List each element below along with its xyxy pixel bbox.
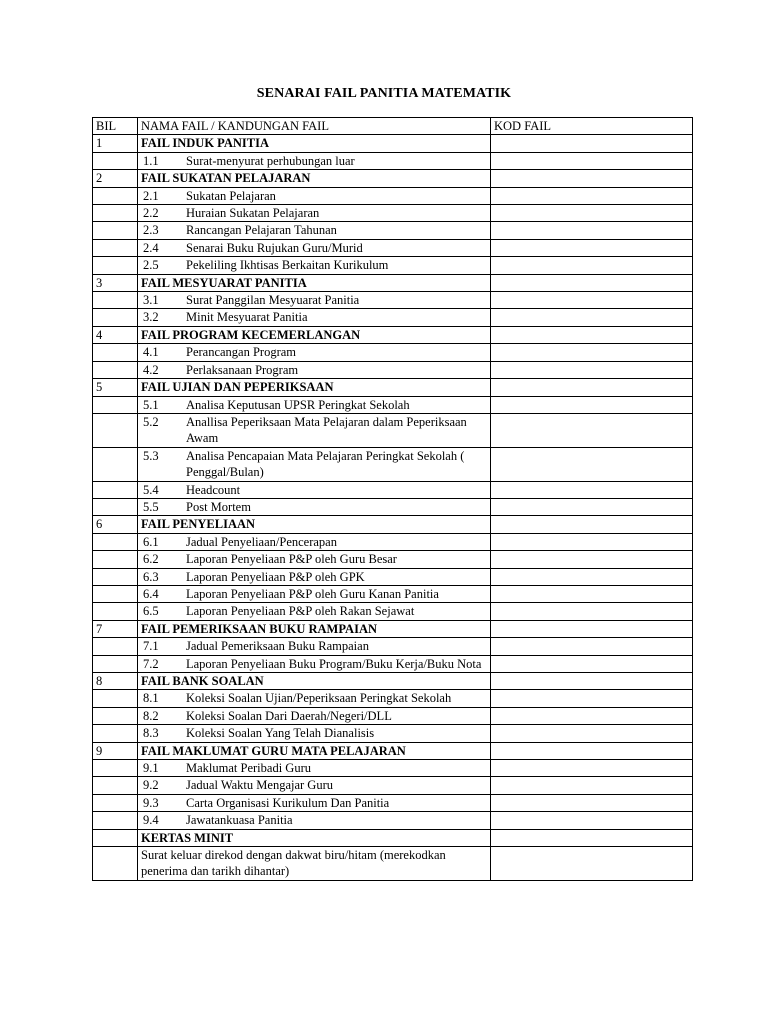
item-number: 9.2 <box>143 778 159 793</box>
section-title: FAIL BANK SOALAN <box>138 673 491 690</box>
file-item-row <box>93 603 693 620</box>
item-bil-cell <box>93 309 138 326</box>
item-bil-cell <box>93 361 138 378</box>
file-item <box>141 795 487 811</box>
section-title: FAIL PROGRAM KECEMERLANGAN <box>138 326 491 343</box>
kod-fail-cell <box>491 690 693 707</box>
kod-fail-cell <box>491 379 693 396</box>
item-text: Senarai Buku Rujukan Guru/Murid <box>186 240 363 255</box>
section-title: FAIL SUKATAN PELAJARAN <box>138 170 491 187</box>
item-number: 6.1 <box>143 534 159 549</box>
file-item <box>141 708 487 724</box>
kod-fail-cell <box>491 257 693 274</box>
file-item-row <box>93 760 693 777</box>
kod-fail-cell <box>491 239 693 256</box>
item-text: Perlaksanaan Program <box>186 362 299 377</box>
item-name-cell <box>138 239 491 256</box>
section-bil: 3 <box>93 274 138 291</box>
item-bil-cell <box>93 498 138 515</box>
kod-fail-cell <box>491 533 693 550</box>
item-name-cell <box>138 344 491 361</box>
file-item <box>141 222 487 238</box>
item-number: 2.5 <box>143 258 159 273</box>
file-item-row <box>93 292 693 309</box>
item-bil-cell <box>93 725 138 742</box>
file-item <box>141 638 487 654</box>
item-number: 4.1 <box>143 345 159 360</box>
kod-fail-cell <box>491 568 693 585</box>
file-item <box>141 760 487 776</box>
item-text: Huraian Sukatan Pelajaran <box>186 206 320 221</box>
item-name-cell <box>138 498 491 515</box>
item-number: 8.3 <box>143 726 159 741</box>
item-text: Surat Panggilan Mesyuarat Panitia <box>186 293 360 308</box>
kod-fail-cell <box>491 829 693 846</box>
item-bil-cell <box>93 205 138 222</box>
kod-fail-cell <box>491 222 693 239</box>
item-name-cell <box>138 812 491 829</box>
item-name-cell <box>138 309 491 326</box>
file-item-row <box>93 152 693 169</box>
kod-fail-cell <box>491 292 693 309</box>
item-bil-cell <box>93 239 138 256</box>
item-name-cell <box>138 222 491 239</box>
file-list-table <box>92 117 693 881</box>
section-row <box>93 516 693 533</box>
kod-fail-cell <box>491 205 693 222</box>
section-row <box>93 742 693 759</box>
section-row <box>93 379 693 396</box>
footer-bil-cell <box>93 829 138 846</box>
item-bil-cell <box>93 533 138 550</box>
item-name-cell <box>138 794 491 811</box>
file-item <box>141 205 487 221</box>
item-bil-cell <box>93 568 138 585</box>
kod-fail-cell <box>491 344 693 361</box>
item-text: Minit Mesyuarat Panitia <box>186 310 308 325</box>
item-text: Laporan Penyeliaan P&P oleh Guru Kanan Panitia <box>186 586 439 601</box>
kod-fail-cell <box>491 585 693 602</box>
section-title: FAIL MESYUARAT PANITIA <box>138 274 491 291</box>
item-name-cell <box>138 447 491 481</box>
item-name-cell <box>138 707 491 724</box>
file-item <box>141 690 487 706</box>
item-text: Surat-menyurat perhubungan luar <box>186 153 355 168</box>
item-bil-cell <box>93 603 138 620</box>
item-number: 9.1 <box>143 761 159 776</box>
footer-note-row <box>93 847 693 881</box>
file-item-row <box>93 655 693 672</box>
item-number: 2.1 <box>143 188 159 203</box>
item-bil-cell <box>93 551 138 568</box>
file-item <box>141 362 487 378</box>
file-item <box>141 725 487 741</box>
kod-fail-cell <box>491 361 693 378</box>
item-text: Anallisa Peperiksaan Mata Pelajaran dalam Peperiksaan Awam <box>186 414 467 446</box>
header-name: NAMA FAIL / KANDUNGAN FAIL <box>138 118 491 135</box>
item-text: Maklumat Peribadi Guru <box>186 761 311 776</box>
section-title: FAIL INDUK PANITIA <box>138 135 491 152</box>
file-item <box>141 569 487 585</box>
item-number: 6.5 <box>143 604 159 619</box>
file-item-row <box>93 725 693 742</box>
item-bil-cell <box>93 585 138 602</box>
file-item <box>141 499 487 515</box>
item-name-cell <box>138 690 491 707</box>
item-text: Koleksi Soalan Dari Daerah/Negeri/DLL <box>186 708 392 723</box>
file-item-row <box>93 205 693 222</box>
kod-fail-cell <box>491 551 693 568</box>
file-item <box>141 812 487 828</box>
kod-fail-cell <box>491 170 693 187</box>
file-item <box>141 482 487 498</box>
item-name-cell <box>138 481 491 498</box>
file-item <box>141 656 487 672</box>
item-number: 8.1 <box>143 691 159 706</box>
kod-fail-cell <box>491 516 693 533</box>
kod-fail-cell <box>491 777 693 794</box>
item-text: Rancangan Pelajaran Tahunan <box>186 223 337 238</box>
document-title: SENARAI FAIL PANITIA MATEMATIK <box>256 86 512 101</box>
item-name-cell <box>138 533 491 550</box>
item-name-cell <box>138 257 491 274</box>
file-item-row <box>93 396 693 413</box>
file-item <box>141 397 487 413</box>
file-item <box>141 344 487 360</box>
item-bil-cell <box>93 794 138 811</box>
section-row <box>93 170 693 187</box>
kod-fail-cell <box>491 498 693 515</box>
item-number: 5.1 <box>143 397 159 412</box>
file-item-row <box>93 222 693 239</box>
kod-fail-cell <box>491 603 693 620</box>
item-text: Carta Organisasi Kurikulum Dan Panitia <box>186 795 390 810</box>
kod-fail-cell <box>491 396 693 413</box>
item-bil-cell <box>93 447 138 481</box>
file-item <box>141 257 487 273</box>
item-text: Analisa Pencapaian Mata Pelajaran Peringkat Sekolah ( Penggal/Bulan) <box>186 448 465 480</box>
item-number: 5.5 <box>143 499 159 514</box>
item-number: 8.2 <box>143 708 159 723</box>
file-item-row <box>93 447 693 481</box>
kod-fail-cell <box>491 673 693 690</box>
item-bil-cell <box>93 152 138 169</box>
file-item <box>141 534 487 550</box>
file-item-row <box>93 794 693 811</box>
header-kod: KOD FAIL <box>491 118 693 135</box>
item-bil-cell <box>93 396 138 413</box>
item-number: 9.4 <box>143 813 159 828</box>
kod-fail-cell <box>491 413 693 447</box>
kertas-minit-note: Surat keluar direkod dengan dakwat biru/hitam (merekodkan penerima dan tarikh dihantar) <box>138 847 491 881</box>
file-item-row <box>93 498 693 515</box>
item-name-cell <box>138 205 491 222</box>
file-item-row <box>93 361 693 378</box>
kod-fail-cell <box>491 847 693 881</box>
item-bil-cell <box>93 690 138 707</box>
item-number: 7.1 <box>143 639 159 654</box>
file-item-row <box>93 413 693 447</box>
section-title: FAIL PEMERIKSAAN BUKU RAMPAIAN <box>138 620 491 637</box>
item-name-cell <box>138 725 491 742</box>
item-bil-cell <box>93 413 138 447</box>
file-item-row <box>93 690 693 707</box>
footer-title-row <box>93 829 693 846</box>
kod-fail-cell <box>491 135 693 152</box>
kod-fail-cell <box>491 760 693 777</box>
section-bil: 6 <box>93 516 138 533</box>
file-item-row <box>93 707 693 724</box>
section-bil: 8 <box>93 673 138 690</box>
item-text: Laporan Penyeliaan Buku Program/Buku Kerja/Buku Nota <box>186 656 482 671</box>
file-item-row <box>93 551 693 568</box>
file-item-row <box>93 344 693 361</box>
section-row <box>93 326 693 343</box>
file-item <box>141 240 487 256</box>
file-list-table-body <box>93 118 693 881</box>
item-number: 3.2 <box>143 310 159 325</box>
item-name-cell <box>138 292 491 309</box>
file-item-row <box>93 187 693 204</box>
item-text: Post Mortem <box>186 499 251 514</box>
kod-fail-cell <box>491 725 693 742</box>
file-item-row <box>93 568 693 585</box>
file-item-row <box>93 239 693 256</box>
item-bil-cell <box>93 777 138 794</box>
file-item <box>141 448 487 481</box>
file-item-row <box>93 812 693 829</box>
item-name-cell <box>138 585 491 602</box>
item-name-cell <box>138 638 491 655</box>
item-number: 6.3 <box>143 569 159 584</box>
item-text: Jadual Waktu Mengajar Guru <box>186 778 333 793</box>
item-name-cell <box>138 396 491 413</box>
item-number: 7.2 <box>143 656 159 671</box>
item-text: Headcount <box>186 482 241 497</box>
kod-fail-cell <box>491 638 693 655</box>
item-text: Analisa Keputusan UPSR Peringkat Sekolah <box>186 397 410 412</box>
item-name-cell <box>138 152 491 169</box>
file-item <box>141 414 487 447</box>
section-bil: 7 <box>93 620 138 637</box>
file-item-row <box>93 638 693 655</box>
kod-fail-cell <box>491 274 693 291</box>
item-text: Koleksi Soalan Ujian/Peperiksaan Peringkat Sekolah <box>186 691 452 706</box>
file-item-row <box>93 309 693 326</box>
section-row <box>93 620 693 637</box>
item-text: Laporan Penyeliaan P&P oleh Rakan Sejawat <box>186 604 415 619</box>
item-number: 6.4 <box>143 586 159 601</box>
item-text: Jawatankuasa Panitia <box>186 813 293 828</box>
file-item-row <box>93 585 693 602</box>
item-number: 3.1 <box>143 293 159 308</box>
kod-fail-cell <box>491 812 693 829</box>
section-row <box>93 274 693 291</box>
item-bil-cell <box>93 760 138 777</box>
item-number: 5.4 <box>143 482 159 497</box>
item-name-cell <box>138 187 491 204</box>
file-item-row <box>93 777 693 794</box>
kod-fail-cell <box>491 326 693 343</box>
kod-fail-cell <box>491 742 693 759</box>
item-name-cell <box>138 603 491 620</box>
item-name-cell <box>138 551 491 568</box>
item-text: Perancangan Program <box>186 345 297 360</box>
file-item-row <box>93 257 693 274</box>
item-name-cell <box>138 777 491 794</box>
item-name-cell <box>138 655 491 672</box>
item-name-cell <box>138 568 491 585</box>
item-bil-cell <box>93 812 138 829</box>
item-text: Jadual Pemeriksaan Buku Rampaian <box>186 639 369 654</box>
section-title: FAIL UJIAN DAN PEPERIKSAAN <box>138 379 491 396</box>
item-number: 2.2 <box>143 206 159 221</box>
item-bil-cell <box>93 222 138 239</box>
item-bil-cell <box>93 481 138 498</box>
item-bil-cell <box>93 187 138 204</box>
file-item <box>141 292 487 308</box>
section-bil: 1 <box>93 135 138 152</box>
section-row <box>93 673 693 690</box>
item-bil-cell <box>93 292 138 309</box>
item-bil-cell <box>93 257 138 274</box>
item-text: Sukatan Pelajaran <box>186 188 276 203</box>
file-item <box>141 603 487 619</box>
item-text: Koleksi Soalan Yang Telah Dianalisis <box>186 726 375 741</box>
item-number: 1.1 <box>143 153 159 168</box>
section-bil: 2 <box>93 170 138 187</box>
item-number: 5.3 <box>143 448 159 463</box>
item-bil-cell <box>93 344 138 361</box>
section-row <box>93 135 693 152</box>
file-item-row <box>93 481 693 498</box>
item-name-cell <box>138 413 491 447</box>
header-bil: BIL <box>93 118 138 135</box>
item-name-cell <box>138 361 491 378</box>
item-number: 5.2 <box>143 414 159 429</box>
item-number: 6.2 <box>143 552 159 567</box>
file-item <box>141 586 487 602</box>
item-bil-cell <box>93 707 138 724</box>
file-item <box>141 188 487 204</box>
footer-bil-cell <box>93 847 138 881</box>
section-bil: 5 <box>93 379 138 396</box>
item-number: 4.2 <box>143 362 159 377</box>
item-number: 9.3 <box>143 795 159 810</box>
section-title: FAIL MAKLUMAT GURU MATA PELAJARAN <box>138 742 491 759</box>
section-title: FAIL PENYELIAAN <box>138 516 491 533</box>
kod-fail-cell <box>491 794 693 811</box>
file-item <box>141 309 487 325</box>
item-text: Laporan Penyeliaan P&P oleh GPK <box>186 569 365 584</box>
item-bil-cell <box>93 638 138 655</box>
file-item <box>141 153 487 169</box>
item-text: Pekeliling Ikhtisas Berkaitan Kurikulum <box>186 258 389 273</box>
kod-fail-cell <box>491 447 693 481</box>
item-number: 2.4 <box>143 240 159 255</box>
item-name-cell <box>138 760 491 777</box>
kod-fail-cell <box>491 655 693 672</box>
kod-fail-cell <box>491 309 693 326</box>
file-item <box>141 551 487 567</box>
section-bil: 9 <box>93 742 138 759</box>
kertas-minit-title: KERTAS MINIT <box>138 829 491 846</box>
kod-fail-cell <box>491 620 693 637</box>
item-number: 2.3 <box>143 223 159 238</box>
file-item <box>141 777 487 793</box>
kod-fail-cell <box>491 187 693 204</box>
table-header-row <box>93 118 693 135</box>
kod-fail-cell <box>491 481 693 498</box>
kod-fail-cell <box>491 707 693 724</box>
file-item-row <box>93 533 693 550</box>
item-text: Jadual Penyeliaan/Pencerapan <box>186 534 337 549</box>
kod-fail-cell <box>491 152 693 169</box>
item-bil-cell <box>93 655 138 672</box>
item-text: Laporan Penyeliaan P&P oleh Guru Besar <box>186 552 397 567</box>
section-bil: 4 <box>93 326 138 343</box>
